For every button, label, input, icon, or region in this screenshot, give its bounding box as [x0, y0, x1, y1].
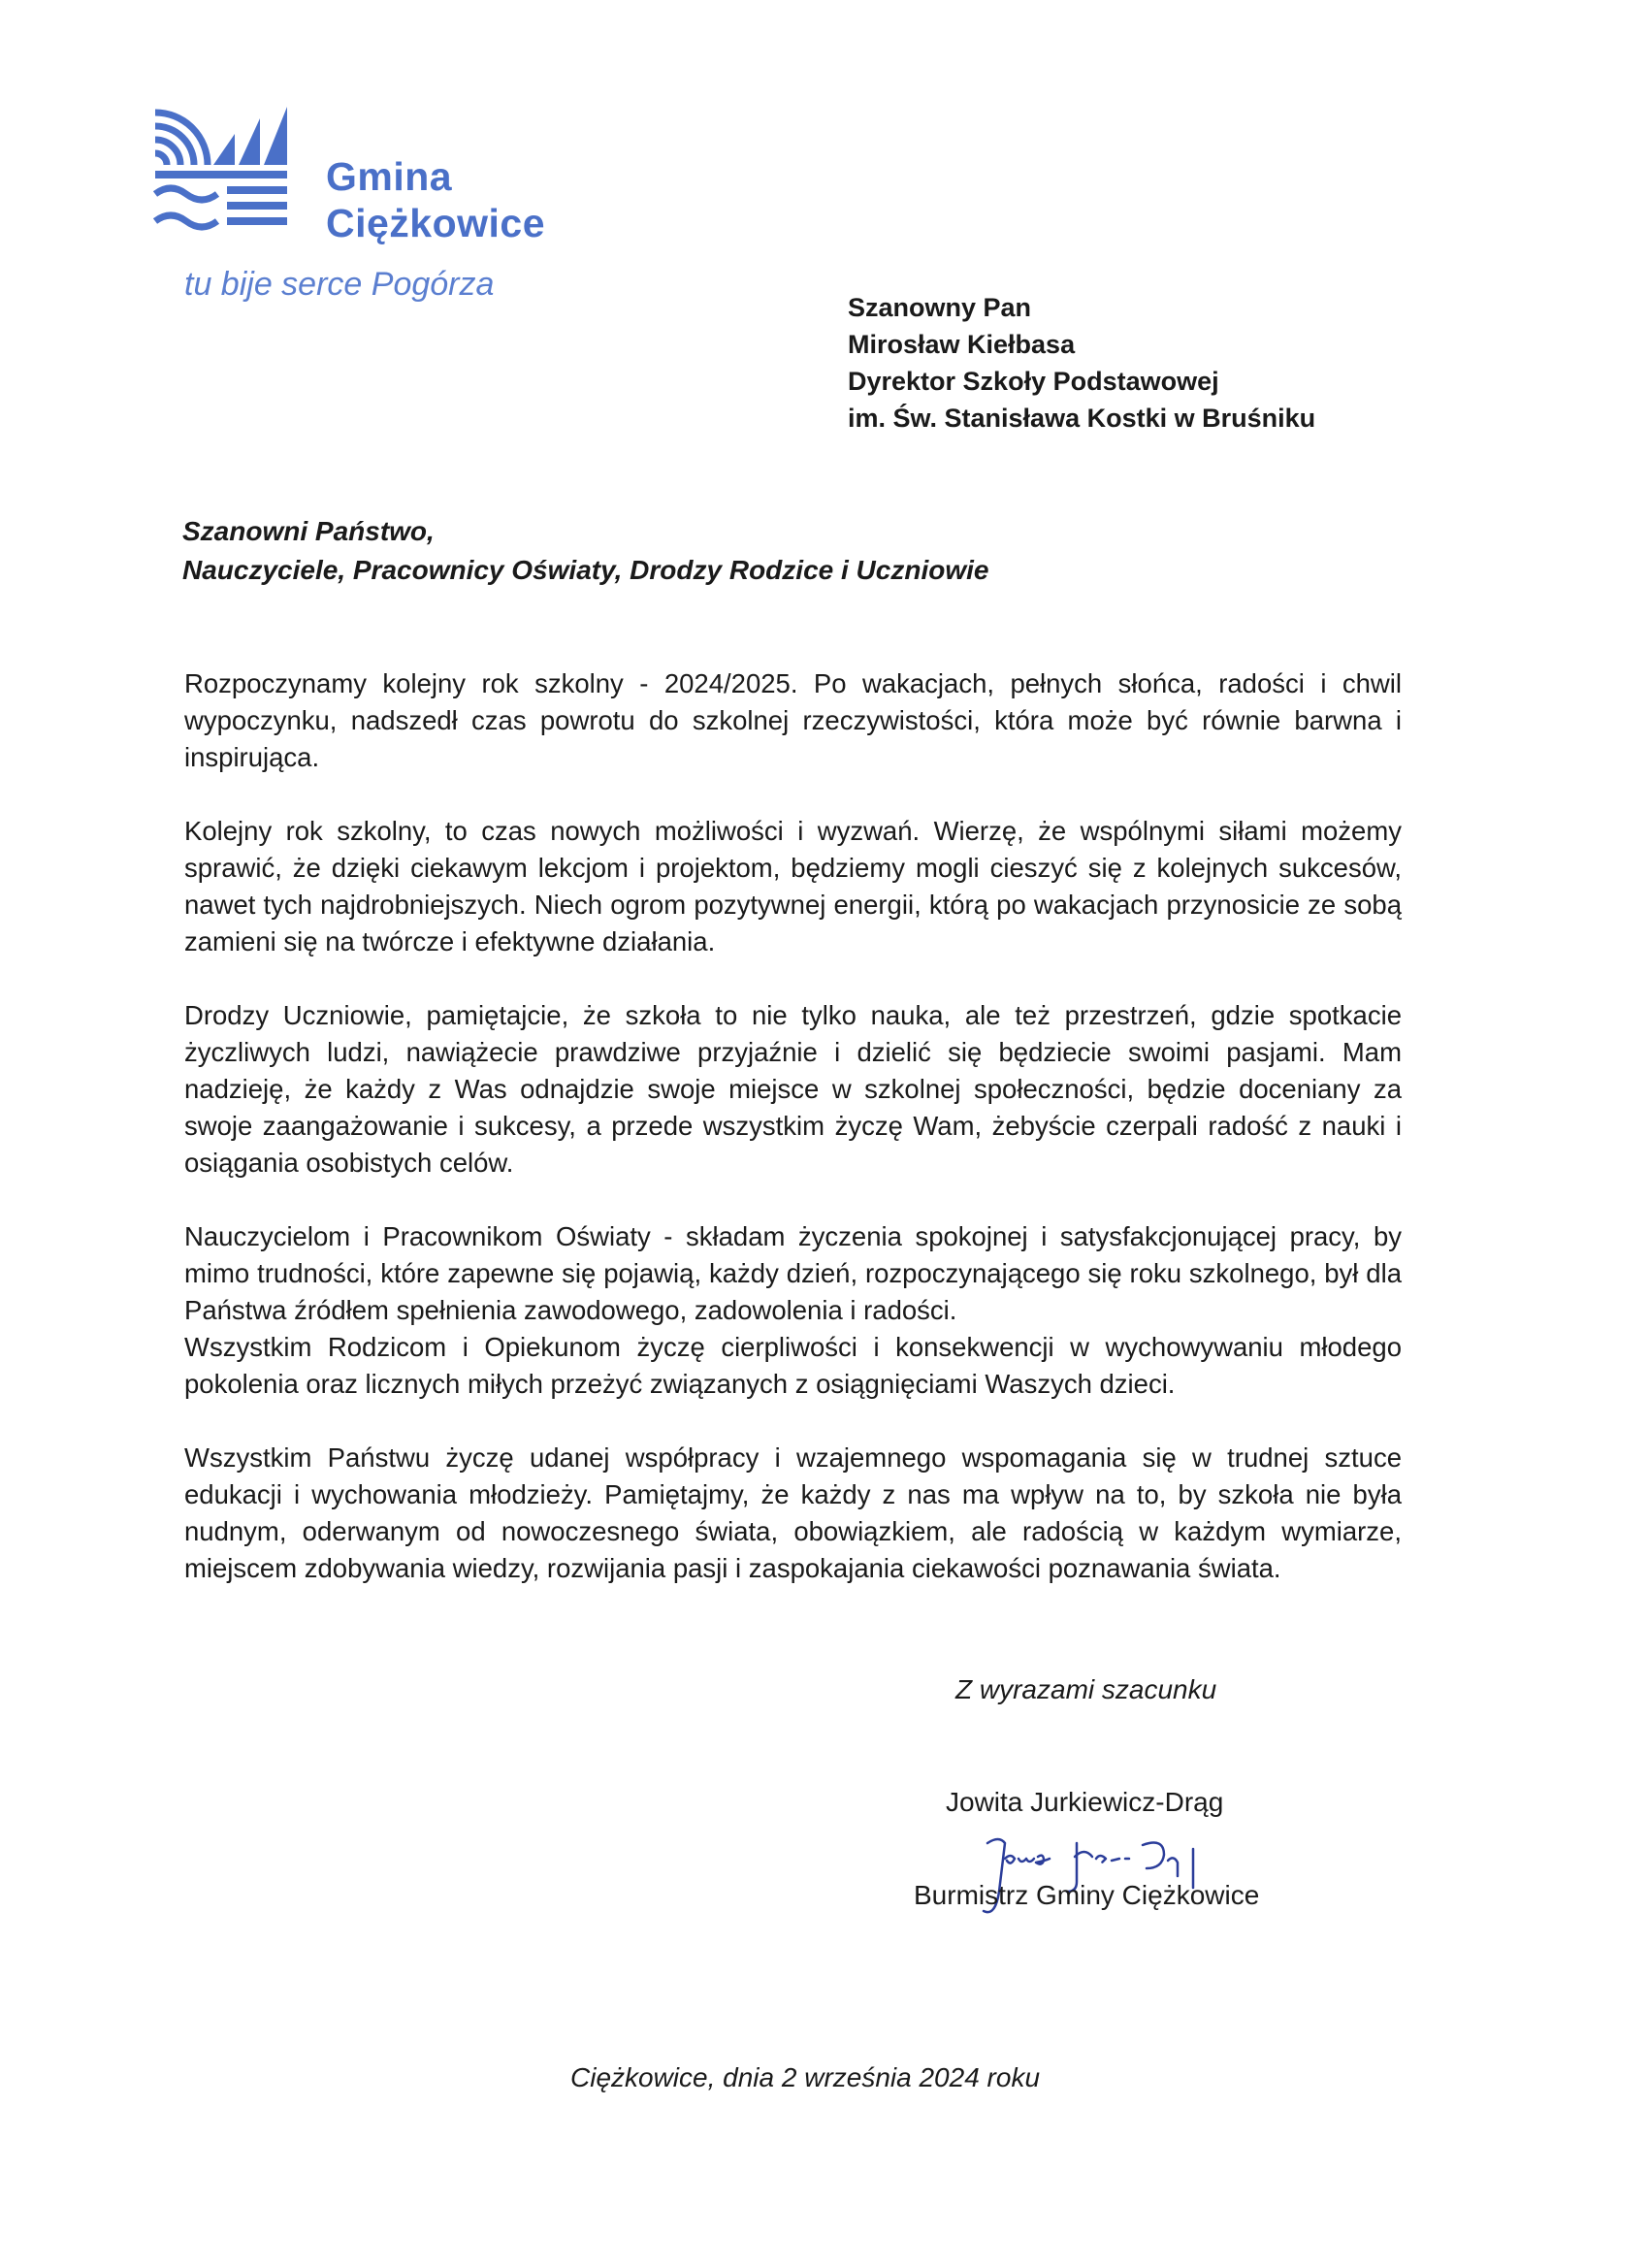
- gmina-logo-icon: [153, 105, 289, 241]
- paragraph-5: Wszystkim Rodzicom i Opiekunom życzę cierpliwości i konsekwencji w wychowywaniu młodego pokolenia oraz licznych miłych przeżyć związanych z osiągnięciami Waszych dzieci.: [184, 1332, 1402, 1399]
- letter-body: [184, 665, 1402, 1624]
- paragraph-6: Wszystkim Państwu życzę udanej współpracy i wzajemnego wspomagania się w trudnej sztuce edukacji i wychowania młodzieży. Pamiętajmy, że każdy z nas ma wpływ na to, by szkoła nie była nudnym, oderwanym od nowoczesnego świata, obowiązkiem, ale radością w każdym wymiarze, miejscem zdobywania wiedzy, rozwijania pasji i zaspokajania ciekawości poznawania świata.: [184, 1442, 1402, 1583]
- gmina-tagline: tu bije serce Pogórza: [184, 266, 495, 303]
- gmina-name: [326, 153, 545, 246]
- gmina-name-line1: Gmina: [326, 154, 453, 199]
- signer-role: Burmistrz Gminy Ciężkowice: [914, 1880, 1260, 1910]
- paragraph-1: Rozpoczynamy kolejny rok szkolny - 2024/2025. Po wakacjach, pełnych słońca, radości i chwil wypoczynku, nadszedł czas powrotu do szkolnej rzeczywistości, która może być równie barwna i inspirująca.: [184, 668, 1402, 772]
- gmina-logo: [153, 105, 599, 313]
- salutation-line-2: Nauczyciele, Pracownicy Oświaty, Drodzy Rodzice i Uczniowie: [182, 555, 989, 585]
- paragraph-3: Drodzy Uczniowie, pamiętajcie, że szkoła to nie tylko nauka, ale też przestrzeń, gdzie spotkacie życzliwych ludzi, nawiążecie prawdziwe przyjaźnie i dzielić się będziecie swoimi pasjami. Mam nadzieję, że każdy z Was odnajdzie swoje miejsce w szkolnej społeczności, będzie doceniany za swoje zaangażowanie i sukcesy, a przede wszystkim życzę Wam, żebyście czerpali radość z nauki i osiągania osobistych celów.: [184, 1000, 1402, 1178]
- paragraph-2: Kolejny rok szkolny, to czas nowych możliwości i wyzwań. Wierzę, że wspólnymi siłami możemy sprawić, że dzięki ciekawym lekcjom i projektom, będziemy mogli cieszyć się z kolejnych sukcesów, nawet tych najdrobniejszych. Niech ogrom pozytywnej energii, którą po wakacjach przynosicie ze sobą zamieni się na twórcze i efektywne działania.: [184, 816, 1402, 956]
- place-and-date: Ciężkowice, dnia 2 września 2024 roku: [570, 2062, 1041, 2092]
- handwritten-signature: [970, 1824, 1232, 1930]
- recipient-line-4: im. Św. Stanisława Kostki w Bruśniku: [848, 404, 1316, 433]
- gmina-name-line2: Ciężkowice: [326, 201, 546, 245]
- recipient-line-1: Szanowny Pan: [848, 293, 1032, 322]
- recipient-line-2: Mirosław Kiełbasa: [848, 330, 1076, 359]
- recipient-block: [848, 289, 1315, 437]
- salutation: [182, 512, 988, 590]
- salutation-line-1: Szanowni Państwo,: [182, 516, 435, 546]
- paragraph-4: Nauczycielom i Pracownikom Oświaty - składam życzenia spokojnej i satysfakcjonującej pracy, by mimo trudności, które zapewne się pojawią, każdy dzień, rozpoczynającego się roku szkolnego, był dla Państwa źródłem spełnienia zawodowego, zadowolenia i radości.: [184, 1221, 1402, 1325]
- signer-name: Jowita Jurkiewicz-Drąg: [946, 1787, 1224, 1817]
- closing-phrase: Z wyrazami szacunku: [955, 1674, 1217, 1704]
- recipient-line-3: Dyrektor Szkoły Podstawowej: [848, 367, 1219, 396]
